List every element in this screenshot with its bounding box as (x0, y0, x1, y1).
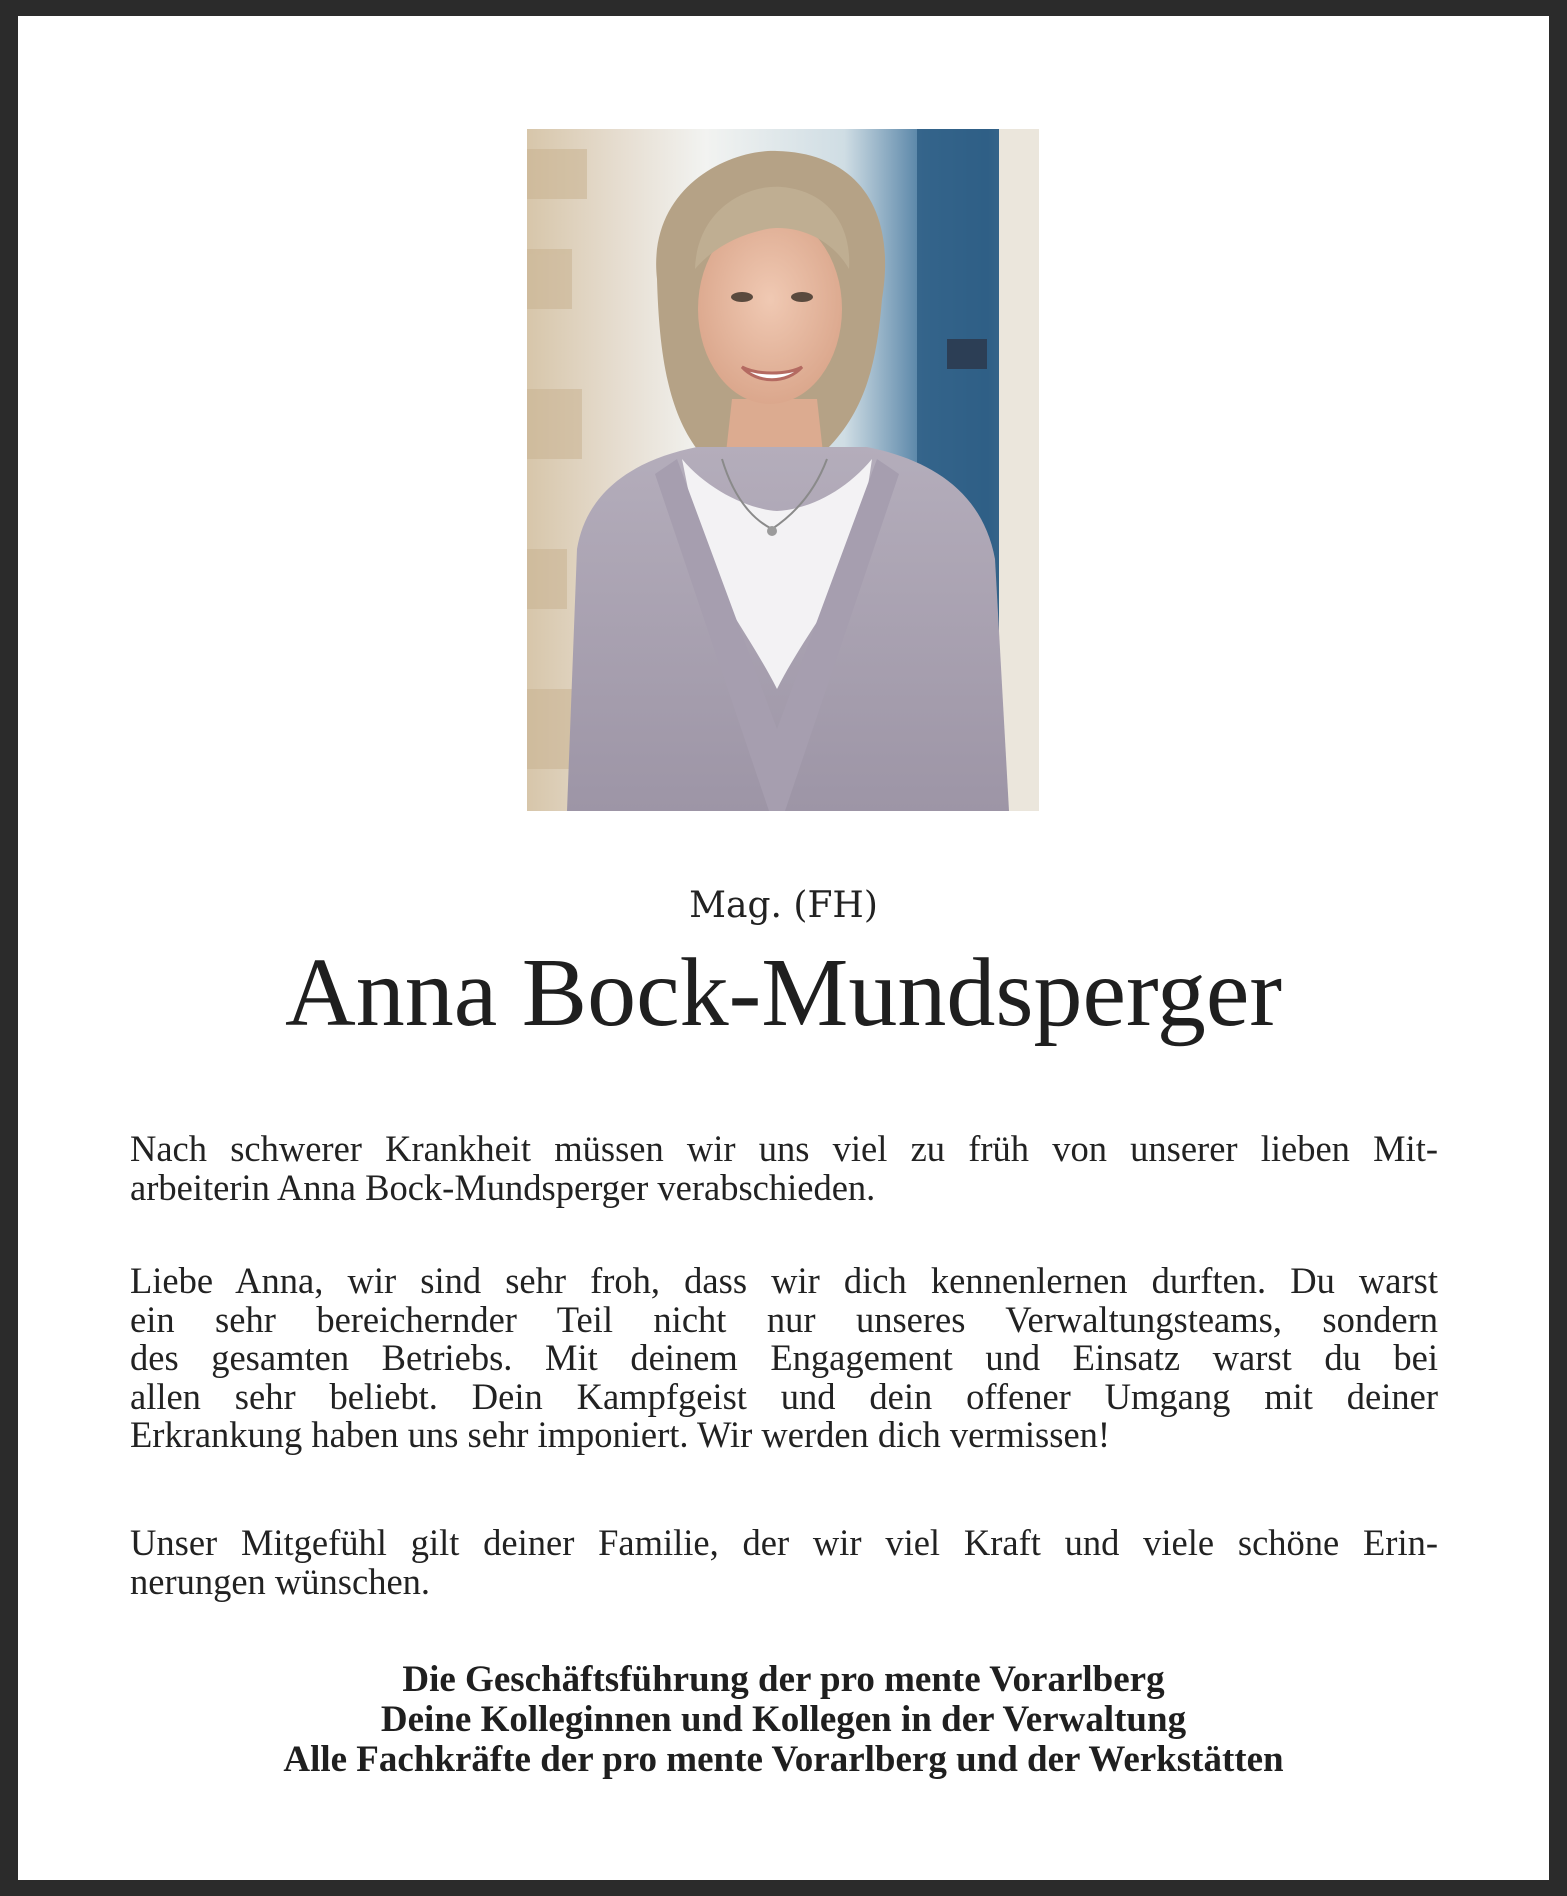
paragraph-line: Unser Mitgefühl gilt deiner Familie, der wir viel Kraft und viele schöne Erin- (130, 1522, 1438, 1563)
paragraph-line: arbeiterin Anna Bock-Mundsperger verabschieden. (130, 1166, 876, 1208)
portrait-photo (527, 129, 1039, 811)
paragraph-announcement (130, 1130, 1438, 1207)
signature-line: Alle Fachkräfte der pro mente Vorarlberg und der Werkstätten (283, 1739, 1284, 1780)
paragraph-line: ein sehr bereichernder Teil nicht nur unseres Verwaltungsteams, sondern (130, 1298, 1438, 1340)
signature-line: Deine Kolleginnen und Kollegen in der Verwaltung (380, 1699, 1187, 1740)
signature-line: Die Geschäftsführung der pro mente Vorarlberg (402, 1659, 1165, 1700)
paragraph-condolence (130, 1524, 1438, 1601)
academic-title: Mag. (FH) (689, 885, 878, 926)
paragraph-line: allen sehr beliebt. Dein Kampfgeist und dein offener Umgang mit deiner (130, 1375, 1438, 1417)
deceased-name: Anna Bock-Mundsperger (284, 939, 1283, 1047)
paragraph-line: nerungen wünschen. (130, 1560, 431, 1602)
paragraph-tribute (130, 1262, 1438, 1455)
paragraph-line: Erkrankung haben uns sehr imponiert. Wir werden dich vermissen! (130, 1414, 1111, 1455)
paragraph-line: Nach schwerer Krankheit müssen wir uns viel zu früh von unserer lieben Mit- (130, 1128, 1438, 1169)
portrait-photo-icon (527, 129, 1039, 811)
paragraph-line: des gesamten Betriebs. Mit deinem Engagement und Einsatz warst du bei (130, 1337, 1438, 1378)
signatures (0, 1660, 1567, 1780)
paragraph-line: Liebe Anna, wir sind sehr froh, dass wir dich kennenlernen durften. Du warst (130, 1260, 1438, 1301)
